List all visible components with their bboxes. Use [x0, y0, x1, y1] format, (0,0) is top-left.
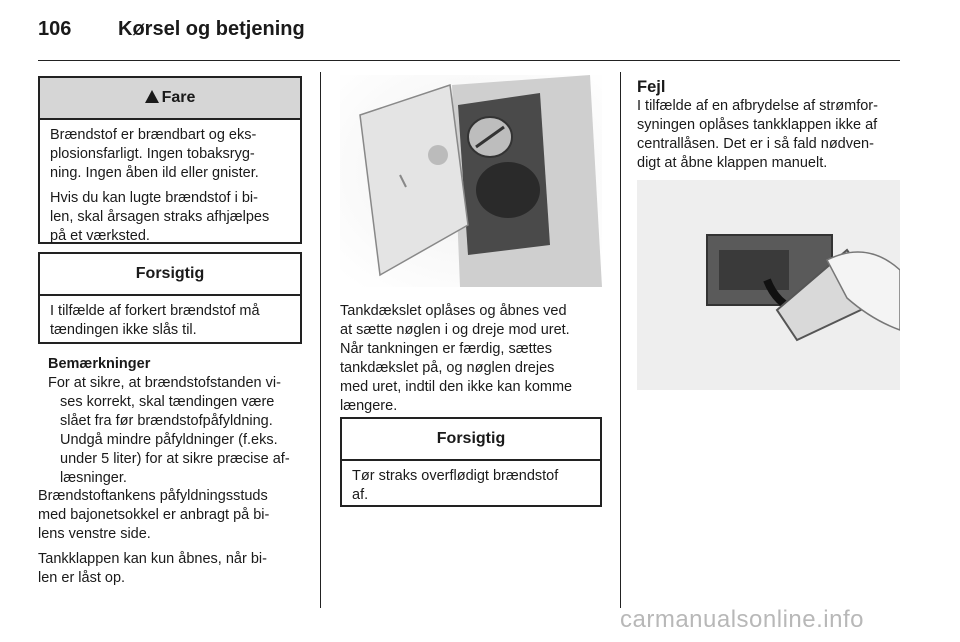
danger-box-title: Fare	[161, 89, 196, 106]
danger-paragraph: Brændstof er brændbart og eks- plosionsfarligt. Ingen tobaksryg- ning. Ingen åben ild eller gnister.	[50, 127, 259, 181]
warning-triangle-icon	[145, 90, 159, 103]
caution-box-header: Forsigtig	[40, 254, 300, 296]
column-divider-left	[320, 72, 321, 608]
fault-heading: Fejl	[637, 78, 666, 96]
page-title: Kørsel og betjening	[118, 18, 305, 40]
page-header	[38, 18, 305, 41]
caution-box-left	[38, 252, 302, 344]
fault-section	[637, 78, 907, 173]
caution-box-text: I tilfælde af forkert brændstof må tændingen ikke slås til.	[50, 303, 260, 338]
watermark: carmanualsonline.info	[620, 606, 864, 633]
fault-paragraph: I tilfælde af en afbrydelse af strømfor- syningen oplåses tankklappen ikke af centrallåsen. Det er i så fald nødven- digt at åbne klappen manuelt.	[637, 98, 878, 171]
manual-release-illustration	[637, 180, 900, 390]
header-rule	[38, 60, 900, 61]
note-text: For at sikre, at brændstofstanden vi- ses korrekt, skal tændingen være slået fra før brændstofpåfyldning. Undgå mindre påfyldninger (f.eks. under 5 liter) for at sikre præcise af- læsninger.	[48, 375, 290, 486]
danger-paragraph: Hvis du kan lugte brændstof i bi- len, skal årsagen straks afhjælpes på et værksted.	[50, 190, 270, 244]
column-divider-right	[620, 72, 621, 608]
danger-box-header	[40, 78, 300, 120]
left-body	[38, 487, 308, 594]
fuel-cap-illustration	[340, 75, 602, 287]
body-paragraph: Brændstoftankens påfyldningsstuds med bajonetsokkel er anbragt på bi- lens venstre side.	[38, 488, 270, 542]
caution-box-middle	[340, 417, 602, 507]
caution-box-header: Forsigtig	[342, 419, 600, 461]
danger-box	[38, 76, 302, 244]
body-paragraph: Tankklappen kan kun åbnes, når bi- len er låst op.	[38, 551, 267, 586]
middle-paragraph: Tankdækslet oplåses og åbnes ved at sætte nøglen i og dreje mod uret. Når tankningen er færdig, sættes tankdækslet på, og nøglen drejes med uret, indtil den ikke kan komme længere.	[340, 303, 573, 414]
caution-box-text: Tør straks overflødigt brændstof af.	[352, 468, 559, 503]
manual-release-image	[637, 180, 900, 390]
page-number: 106	[38, 18, 72, 40]
note-block	[48, 355, 313, 488]
note-heading: Bemærkninger	[48, 356, 151, 372]
fuel-cap-image	[340, 75, 602, 287]
